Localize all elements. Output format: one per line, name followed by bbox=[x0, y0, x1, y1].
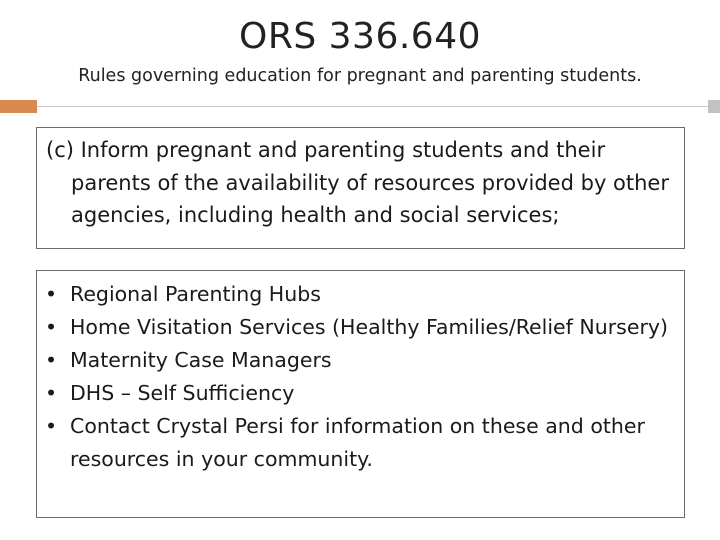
resources-box bbox=[36, 270, 685, 518]
list-item bbox=[45, 410, 676, 476]
statute-text-box bbox=[36, 127, 685, 249]
divider-line bbox=[37, 106, 708, 107]
bullet-icon: • bbox=[45, 282, 58, 306]
divider-orange-block bbox=[0, 100, 37, 113]
slide-subtitle: Rules governing education for pregnant and parenting students. bbox=[78, 66, 642, 86]
list-item-text: Contact Crystal Persi for information on these and other resources in your community. bbox=[70, 414, 645, 471]
bullet-icon: • bbox=[45, 315, 58, 339]
list-item bbox=[45, 344, 676, 377]
list-item-text: Maternity Case Managers bbox=[70, 348, 332, 372]
bullet-icon: • bbox=[45, 414, 58, 438]
bullet-icon: • bbox=[45, 348, 58, 372]
list-item bbox=[45, 311, 676, 344]
list-item-text: DHS – Self Sufficiency bbox=[70, 381, 295, 405]
list-item-text: Regional Parenting Hubs bbox=[70, 282, 321, 306]
title-divider bbox=[0, 100, 720, 113]
list-item bbox=[45, 278, 676, 311]
list-item bbox=[45, 377, 676, 410]
statute-paragraph: (c) Inform pregnant and parenting students and their parents of the availability of resources provided by other agencies, including health and social services; bbox=[46, 138, 669, 227]
bullet-icon: • bbox=[45, 381, 58, 405]
slide-title: ORS 336.640 bbox=[238, 16, 481, 57]
resources-list bbox=[45, 278, 676, 476]
list-item-text: Home Visitation Services (Healthy Families/Relief Nursery) bbox=[70, 315, 669, 339]
divider-gray-block bbox=[708, 100, 720, 113]
